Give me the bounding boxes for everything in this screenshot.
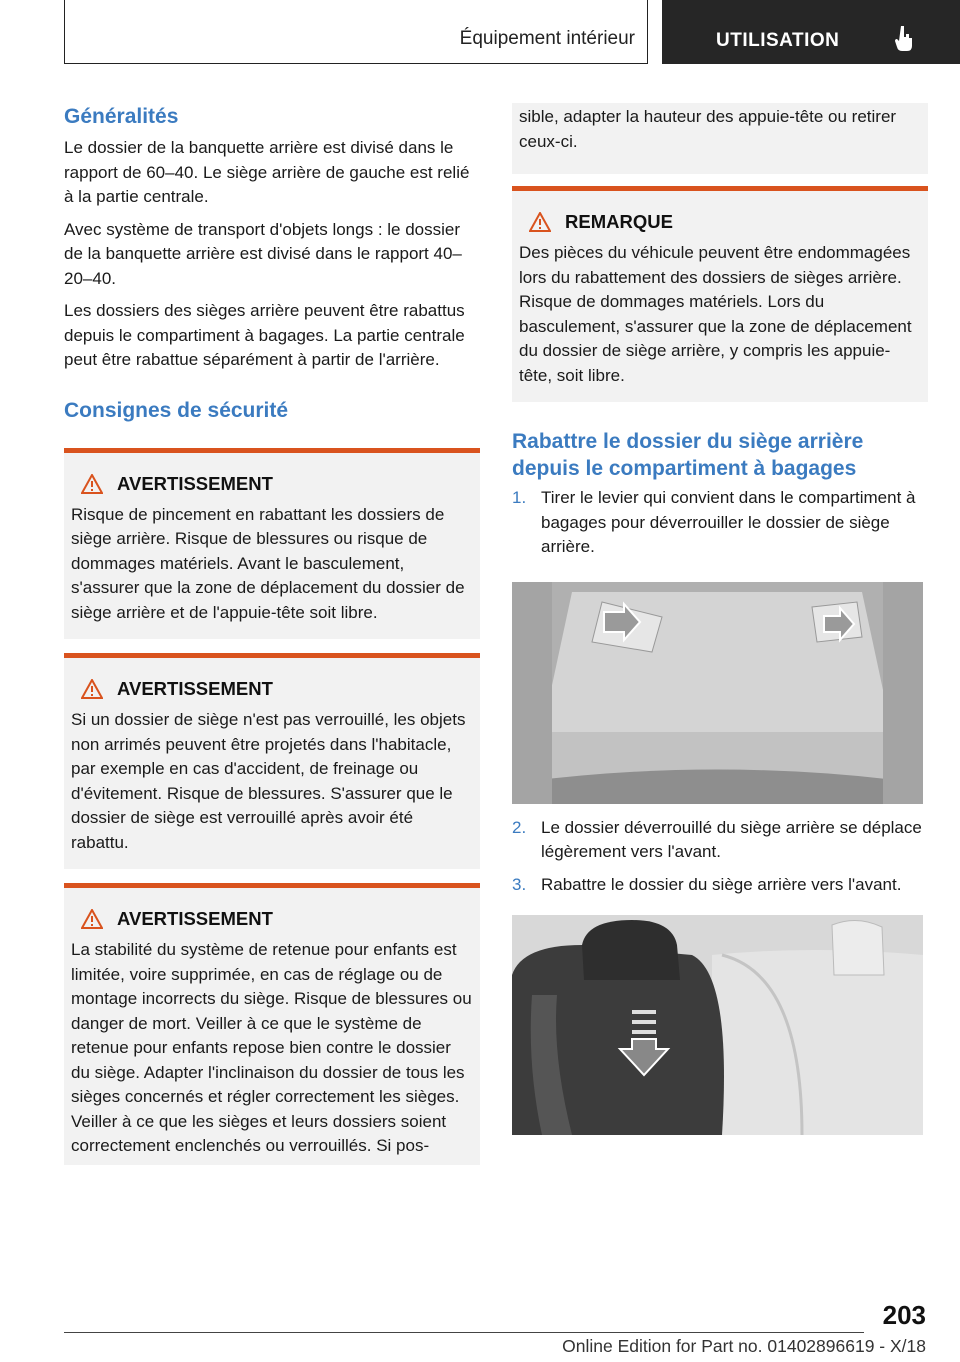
- warning-box-3-continued: [512, 103, 928, 174]
- note-text: Des pièces du véhicule peuvent être endommagées lors du rabattement des dossiers de sièges arrière. Risque de dommages matériels. Lors du basculement, s'assurer que la zone de déplacement du dossier de siège arrière, y compris les appuie-tête, soit libre.: [519, 243, 912, 385]
- warning-title-3: AVERTISSEMENT: [117, 908, 273, 929]
- header-chapter-tab: [662, 0, 960, 64]
- warning-box-1: [64, 448, 480, 640]
- left-column: [64, 103, 480, 1165]
- step-number: 2.: [512, 817, 527, 837]
- warning-title-2: AVERTISSEMENT: [117, 678, 273, 699]
- list-item: [512, 873, 928, 898]
- heading-general: Généralités: [64, 105, 179, 128]
- page-number: 203: [882, 1300, 926, 1330]
- footer-divider: [64, 1332, 864, 1333]
- step-text: Tirer le levier qui convient dans le compartiment à bagages pour déverrouiller le dossier de siège arrière.: [541, 488, 916, 556]
- warning-title-1: AVERTISSEMENT: [117, 472, 273, 494]
- warning-triangle-icon: [81, 679, 103, 699]
- right-column: [512, 103, 928, 1135]
- trunk-release-lever-image: [512, 582, 923, 804]
- warning-triangle-icon: [81, 909, 103, 929]
- warning-text-2: Si un dossier de siège n'est pas verrouillé, les objets non arrimés peuvent être projetés dans l'habitacle, par exemple en cas d'accident, de freinage ou d'évitement. Risque de blessures. S'assurer que le dossier de siège est verrouillé après avoir été rabattu.: [71, 710, 466, 852]
- footer-edition: Online Edition for Part no. 01402896619 - X/18: [562, 1336, 926, 1356]
- note-title: REMARQUE: [565, 211, 673, 232]
- step-text: Rabattre le dossier du siège arrière vers l'avant.: [541, 874, 902, 894]
- warning-box-2: [64, 653, 480, 869]
- heading-fold-from-trunk: Rabattre le dossier du siège arrière depuis le compartiment à bagages: [512, 430, 864, 480]
- note-box: [512, 186, 928, 402]
- warning-text-3-continued: sible, adapter la hauteur des appuie-tête ou retirer ceux-ci.: [519, 107, 897, 151]
- rear-seat-backrest-image: [512, 915, 923, 1135]
- warning-triangle-icon: [81, 474, 103, 494]
- warning-text-3: La stabilité du système de retenue pour enfants est limitée, voire supprimée, en cas de réglage ou de montage incorrects du siège. Risque de blessures ou danger de mort. Veiller à ce que le système de retenue pour enfants repose bien contre le dossier du siège. Adapter l'inclinaison du dossier de tous les sièges concernés et régler correctement les sièges. Veiller à ce que les sièges et leurs dossiers soient correctement enclenchés ou verrouillés. Si pos-: [71, 940, 472, 1155]
- steps-list-continued: [512, 816, 928, 898]
- header-chapter-title: UTILISATION: [716, 30, 840, 51]
- step-number: 3.: [512, 874, 527, 894]
- header-section-tab: [64, 0, 648, 64]
- header-section-title: Équipement intérieur: [459, 28, 635, 49]
- warning-triangle-icon: [529, 212, 551, 232]
- list-item: [512, 816, 928, 865]
- general-paragraph-2: Avec système de transport d'objets longs : le dossier de la banquette arrière est divisé dans le rapport 40–20–40.: [64, 219, 462, 288]
- step-number: 1.: [512, 488, 527, 507]
- list-item: [512, 486, 928, 560]
- warning-box-3: [64, 883, 480, 1165]
- step-text: Le dossier déverrouillé du siège arrière se déplace légèrement vers l'avant.: [541, 817, 922, 861]
- steps-list: [512, 486, 928, 560]
- heading-safety: Consignes de sécurité: [64, 398, 289, 422]
- hand-pointer-icon: [894, 24, 916, 52]
- general-paragraph-3: Les dossiers des sièges arrière peuvent être rabattus depuis le compartiment à bagages. La partie centrale peut être rabattue séparément à partir de l'arrière.: [64, 301, 465, 369]
- warning-text-1: Risque de pincement en rabattant les dossiers de siège arrière. Risque de blessures ou risque de dommages matériels. Avant le basculement, s'assurer que la zone de déplacement du dossier de siège arrière et de l'appuie-tête soit libre.: [71, 504, 465, 622]
- general-paragraph-1: Le dossier de la banquette arrière est divisé dans le rapport de 60–40. Le siège arrière de gauche est relié à la partie centrale.: [64, 138, 470, 206]
